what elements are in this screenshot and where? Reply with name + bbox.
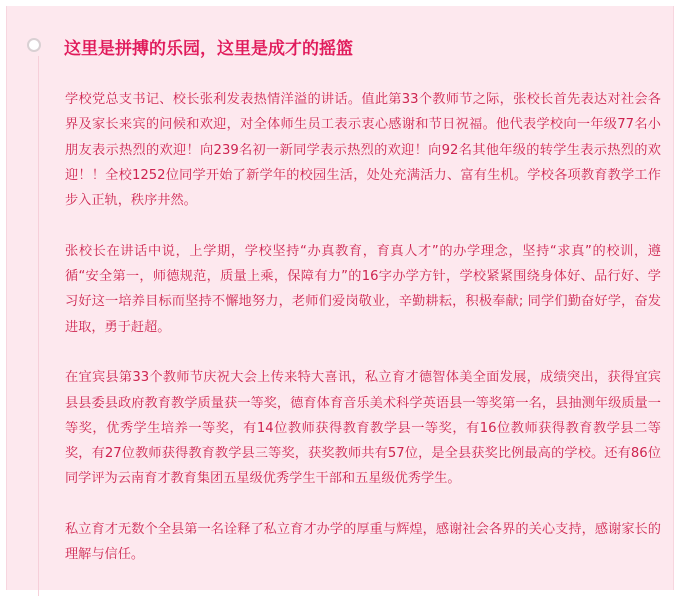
timeline-line [38,56,39,596]
article-title: 这里是拼搏的乐园，这里是成才的摇篮 [64,39,353,59]
paragraph-4: 私立育才无数个全县第一名诠释了私立育才办学的厚重与辉煌，感谢社会各界的关心支持，感谢家长的理解与信任。 [65,522,661,563]
paragraph-1: 学校党总支书记、校长张利发表热情洋溢的讲话。值此第33个教师节之际，张校长首先表达对社会各界及家长来宾的问候和欢迎，对全体师生员工表示衷心感谢和节日祝福。他代表学校向一年级77名小朋友表示热烈的欢迎！向239名初一新同学表示热烈的欢迎！向92名其他年级的转学生表示热烈的欢迎！！全校1252位同学开始了新学年的校园生活，处处充满活力、富有生机。学校各项教育教学工作步入正轨，秩序井然。 [65,92,661,209]
paragraph-3: 在宜宾县第33个教师节庆祝大会上传来特大喜讯，私立育才德智体美全面发展，成绩突出，获得宜宾县县委县政府教育教学质量获一等奖，德育体育音乐美术科学英语县一等奖第一名，县抽测年级质量一等奖，优秀学生培养一等奖，有14位教师获得教育教学县一等奖，有16位教师获得教育教学县二等奖，有27位教师获得教育教学县三等奖，获奖教师共有57位，是全县获奖比例最高的学校。还有86位同学评为云南育才教育集团五星级优秀学生干部和五星级优秀学生。 [65,370,661,487]
paragraph-2: 张校长在讲话中说，上学期，学校坚持“办真教育，育真人才”的办学理念，坚持“求真”的校训，遵循“安全第一，师德规范，质量上乘，保障有力”的16字办学方针，学校紧紧围绕身体好、品行好、学习好这一培养目标而坚持不懈地努力，老师们爱岗敬业，辛勤耕耘，积极奉献; 同学们勤奋好学，奋发进取，勇于赶超。 [65,243,661,335]
timeline-dot-icon [27,38,41,52]
article-card [6,6,674,590]
article-body [65,87,661,593]
